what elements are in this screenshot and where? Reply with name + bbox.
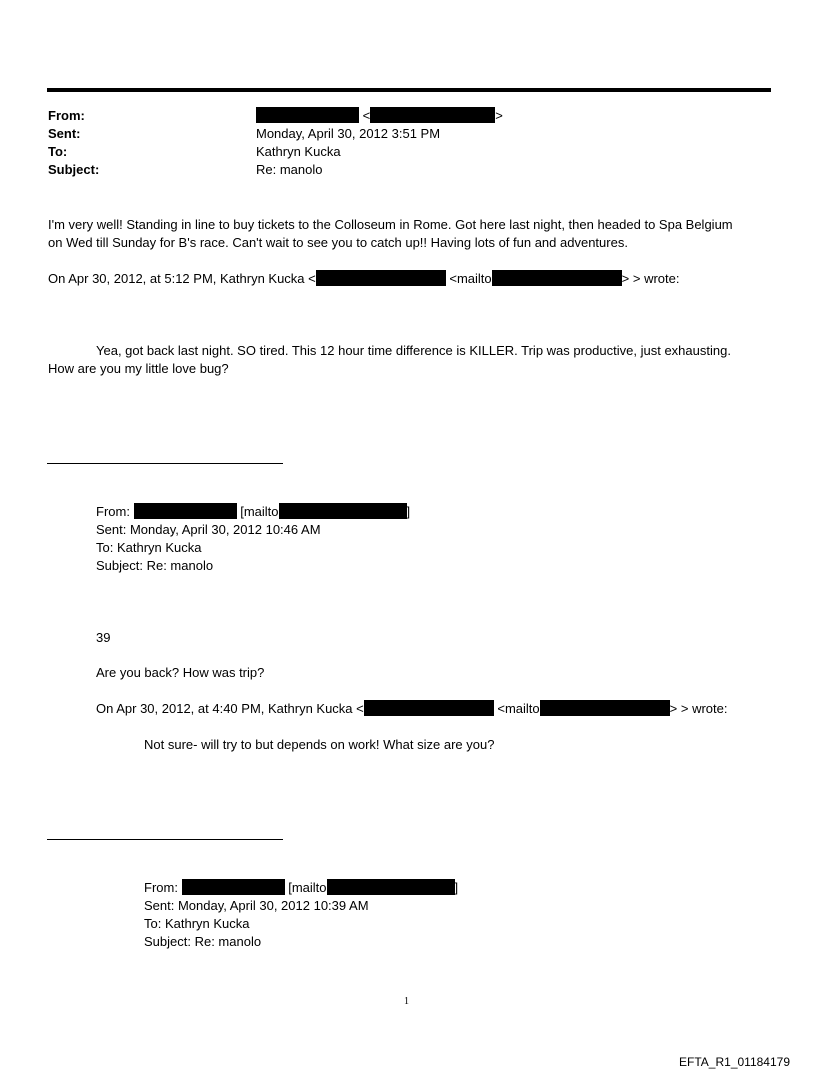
redacted-block xyxy=(492,270,622,286)
subject-value: Re: manolo xyxy=(256,162,323,177)
reply1-quote-line xyxy=(96,700,727,717)
reply1-mailto: [mailto xyxy=(240,504,279,519)
quote1-line xyxy=(48,270,679,287)
quote1-post: > > wrote: xyxy=(621,271,680,286)
separator-line xyxy=(47,463,283,464)
redacted-block xyxy=(182,879,285,895)
body-para1-line1: I'm very well! Standing in line to buy tickets to the Colloseum in Rome. Got here last night, then headed to Spa Belgium xyxy=(48,217,733,232)
redacted-block xyxy=(327,879,455,895)
reply1-number: 39 xyxy=(96,630,111,645)
reply1-quote-mid: <mailto xyxy=(497,701,540,716)
from-value xyxy=(256,107,503,124)
sent-value: Monday, April 30, 2012 3:51 PM xyxy=(256,126,441,141)
reply1-from-label: From: xyxy=(96,504,130,519)
redacted-block xyxy=(134,503,237,519)
reply1-close: ] xyxy=(406,504,411,519)
quote1-mid: <mailto xyxy=(449,271,492,286)
redacted-block xyxy=(279,503,407,519)
quote1-pre: On Apr 30, 2012, at 5:12 PM, Kathryn Kucka < xyxy=(48,271,316,286)
document-id: EFTA_R1_01184179 xyxy=(679,1055,790,1069)
redacted-block xyxy=(540,700,670,716)
body-para1-line2: on Wed till Sunday for B's race. Can't wait to see you to catch up!! Having lots of fun and adventures. xyxy=(48,235,628,250)
reply2-close: ] xyxy=(454,880,459,895)
separator-line xyxy=(47,839,283,840)
body-para2-line2: How are you my little love bug? xyxy=(48,361,229,376)
sent-label: Sent: xyxy=(48,126,81,141)
to-value: Kathryn Kucka xyxy=(256,144,341,159)
reply1-quote-post: > > wrote: xyxy=(669,701,728,716)
reply2-mailto: [mailto xyxy=(288,880,327,895)
from-lt: < xyxy=(362,108,371,123)
reply1-sent: Sent: Monday, April 30, 2012 10:46 AM xyxy=(96,522,321,537)
reply1-subject: Subject: Re: manolo xyxy=(96,558,214,573)
from-gt: > xyxy=(495,108,503,123)
from-label: From: xyxy=(48,108,85,123)
redacted-block xyxy=(364,700,494,716)
reply1-answer: Not sure- will try to but depends on work! What size are you? xyxy=(144,737,495,752)
page-number: 1 xyxy=(404,996,409,1007)
reply2-sent: Sent: Monday, April 30, 2012 10:39 AM xyxy=(144,898,369,913)
body-para2-line1: Yea, got back last night. SO tired. This 12 hour time difference is KILLER. Trip was productive, just exhausting. xyxy=(96,343,731,358)
reply1-from xyxy=(96,503,410,520)
reply2-from xyxy=(144,879,458,896)
reply2-to: To: Kathryn Kucka xyxy=(144,916,250,931)
reply1-to: To: Kathryn Kucka xyxy=(96,540,202,555)
reply2-subject: Subject: Re: manolo xyxy=(144,934,262,949)
top-rule xyxy=(47,88,771,92)
redacted-block xyxy=(370,107,495,123)
to-label: To: xyxy=(48,144,68,159)
redacted-block xyxy=(316,270,446,286)
reply2-from-label: From: xyxy=(144,880,178,895)
reply1-quote-pre: On Apr 30, 2012, at 4:40 PM, Kathryn Kucka < xyxy=(96,701,364,716)
subject-label: Subject: xyxy=(48,162,100,177)
redacted-block xyxy=(256,107,359,123)
reply1-question: Are you back? How was trip? xyxy=(96,665,265,680)
